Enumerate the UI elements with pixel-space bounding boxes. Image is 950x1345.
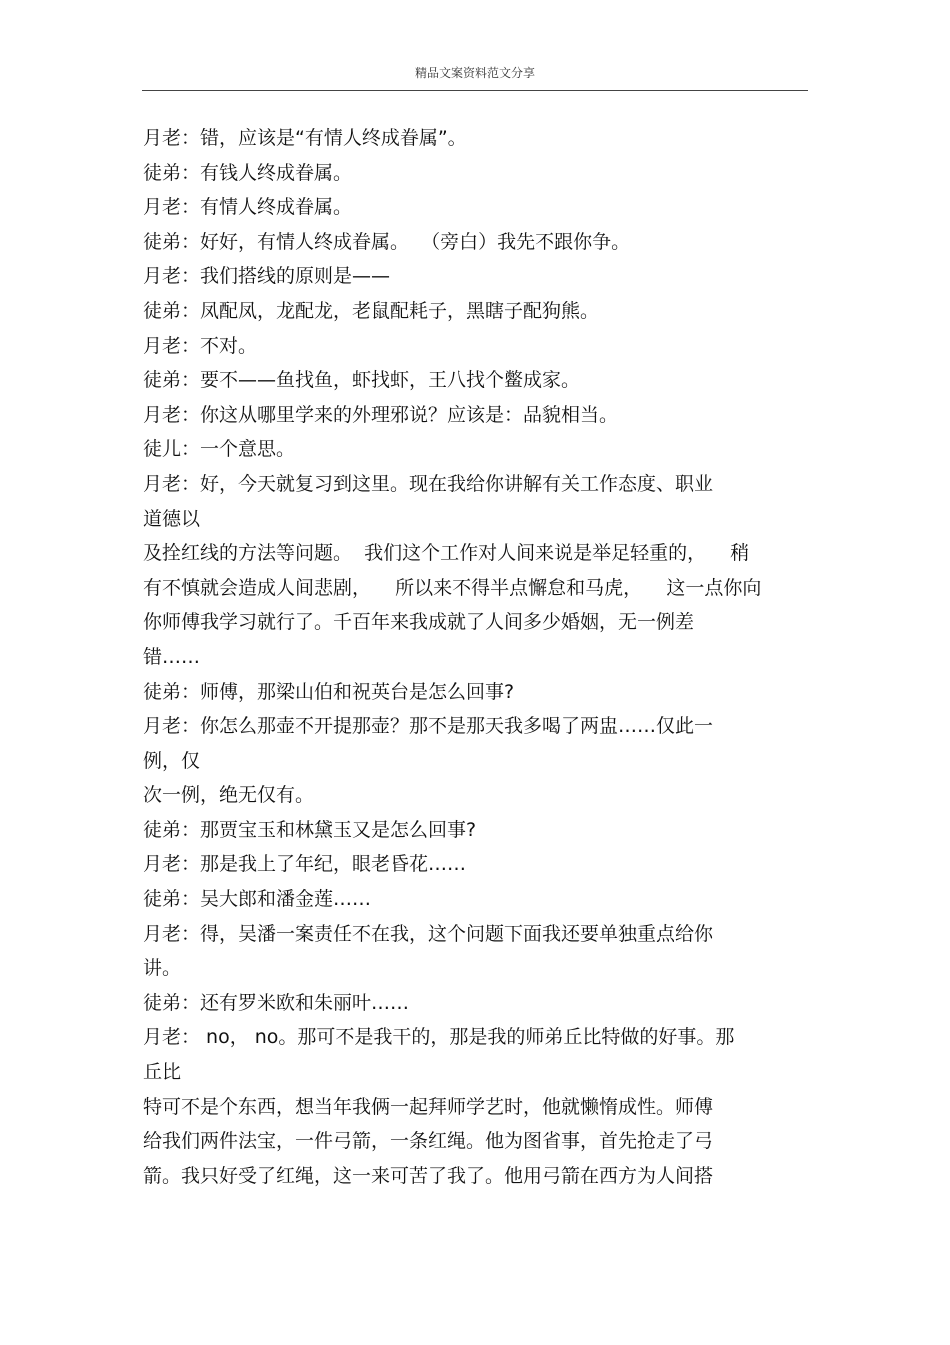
text-line: 月老：你怎么那壶不开提那壶？那不是那天我多喝了两盅……仅此一	[143, 715, 714, 738]
text-line: 徒弟：那贾宝玉和林黛玉又是怎么回事?	[143, 818, 477, 841]
text-line: 徒儿：一个意思。	[143, 438, 296, 461]
text-line: 徒弟：吴大郎和潘金莲……	[143, 888, 372, 911]
page-header: 精品文案资料范文分享	[414, 66, 535, 80]
text-line: 道德以	[143, 507, 201, 530]
text-line: 月老：错，应该是“有情人终成眷属”。	[143, 127, 467, 149]
text-line: 徒弟：好好，有情人终成眷属。 （旁白）我先不跟你争。	[143, 230, 631, 253]
text-line: 月老：得，吴潘一案责任不在我，这个问题下面我还要单独重点给你	[143, 922, 714, 945]
text-line: 错……	[143, 645, 201, 668]
document-body	[143, 121, 808, 1193]
text-line: 箭。我只好受了红绳，这一来可苦了我了。他用弓箭在西方为人间搭	[143, 1164, 714, 1187]
text-line: 徒弟：要不——鱼找鱼，虾找虾，王八找个鳖成家。	[143, 369, 581, 392]
text-line: 月老：不对。	[143, 334, 258, 357]
text-line: 次一例，绝无仅有。	[143, 784, 315, 807]
text-line: 月老：有情人终成眷属。	[143, 196, 353, 219]
header-divider	[142, 90, 808, 91]
text-line: 月老：那是我上了年纪，眼老昏花……	[143, 853, 467, 876]
text-line: 徒弟：还有罗米欧和朱丽叶……	[143, 991, 410, 1014]
text-line: 及拴红线的方法等问题。 我们这个工作对人间来说是举足轻重的， 稍	[143, 542, 750, 565]
text-line: 月老：好，今天就复习到这里。现在我给你讲解有关工作态度、职业	[143, 472, 714, 495]
text-line: 讲。	[143, 957, 182, 980]
text-line: 给我们两件法宝，一件弓箭，一条红绳。他为图省事，首先抢走了弓	[143, 1130, 714, 1153]
text-line: 徒弟：凤配凤，龙配龙，老鼠配耗子，黑瞎子配狗熊。	[143, 299, 600, 322]
text-line: 月老：你这从哪里学来的外理邪说？应该是：品貌相当。	[143, 403, 619, 426]
text-line: 月老： no， no。那可不是我干的，那是我的师弟丘比特做的好事。那	[143, 1026, 735, 1049]
text-line: 特可不是个东西，想当年我俩一起拜师学艺时，他就懒惰成性。师傅	[143, 1095, 714, 1118]
text-line: 有不慎就会造成人间悲剧， 所以来不得半点懈怠和马虎， 这一点你向	[143, 576, 762, 599]
text-line: 月老：我们搭线的原则是——	[143, 265, 391, 288]
text-line: 你师傅我学习就行了。千百年来我成就了人间多少婚姻，无一例差	[143, 611, 695, 634]
text-line: 例，仅	[143, 749, 201, 772]
text-line: 徒弟：有钱人终成眷属。	[143, 161, 353, 184]
text-line: 丘比	[143, 1061, 182, 1084]
text-line: 徒弟：师傅，那梁山伯和祝英台是怎么回事?	[143, 680, 515, 703]
